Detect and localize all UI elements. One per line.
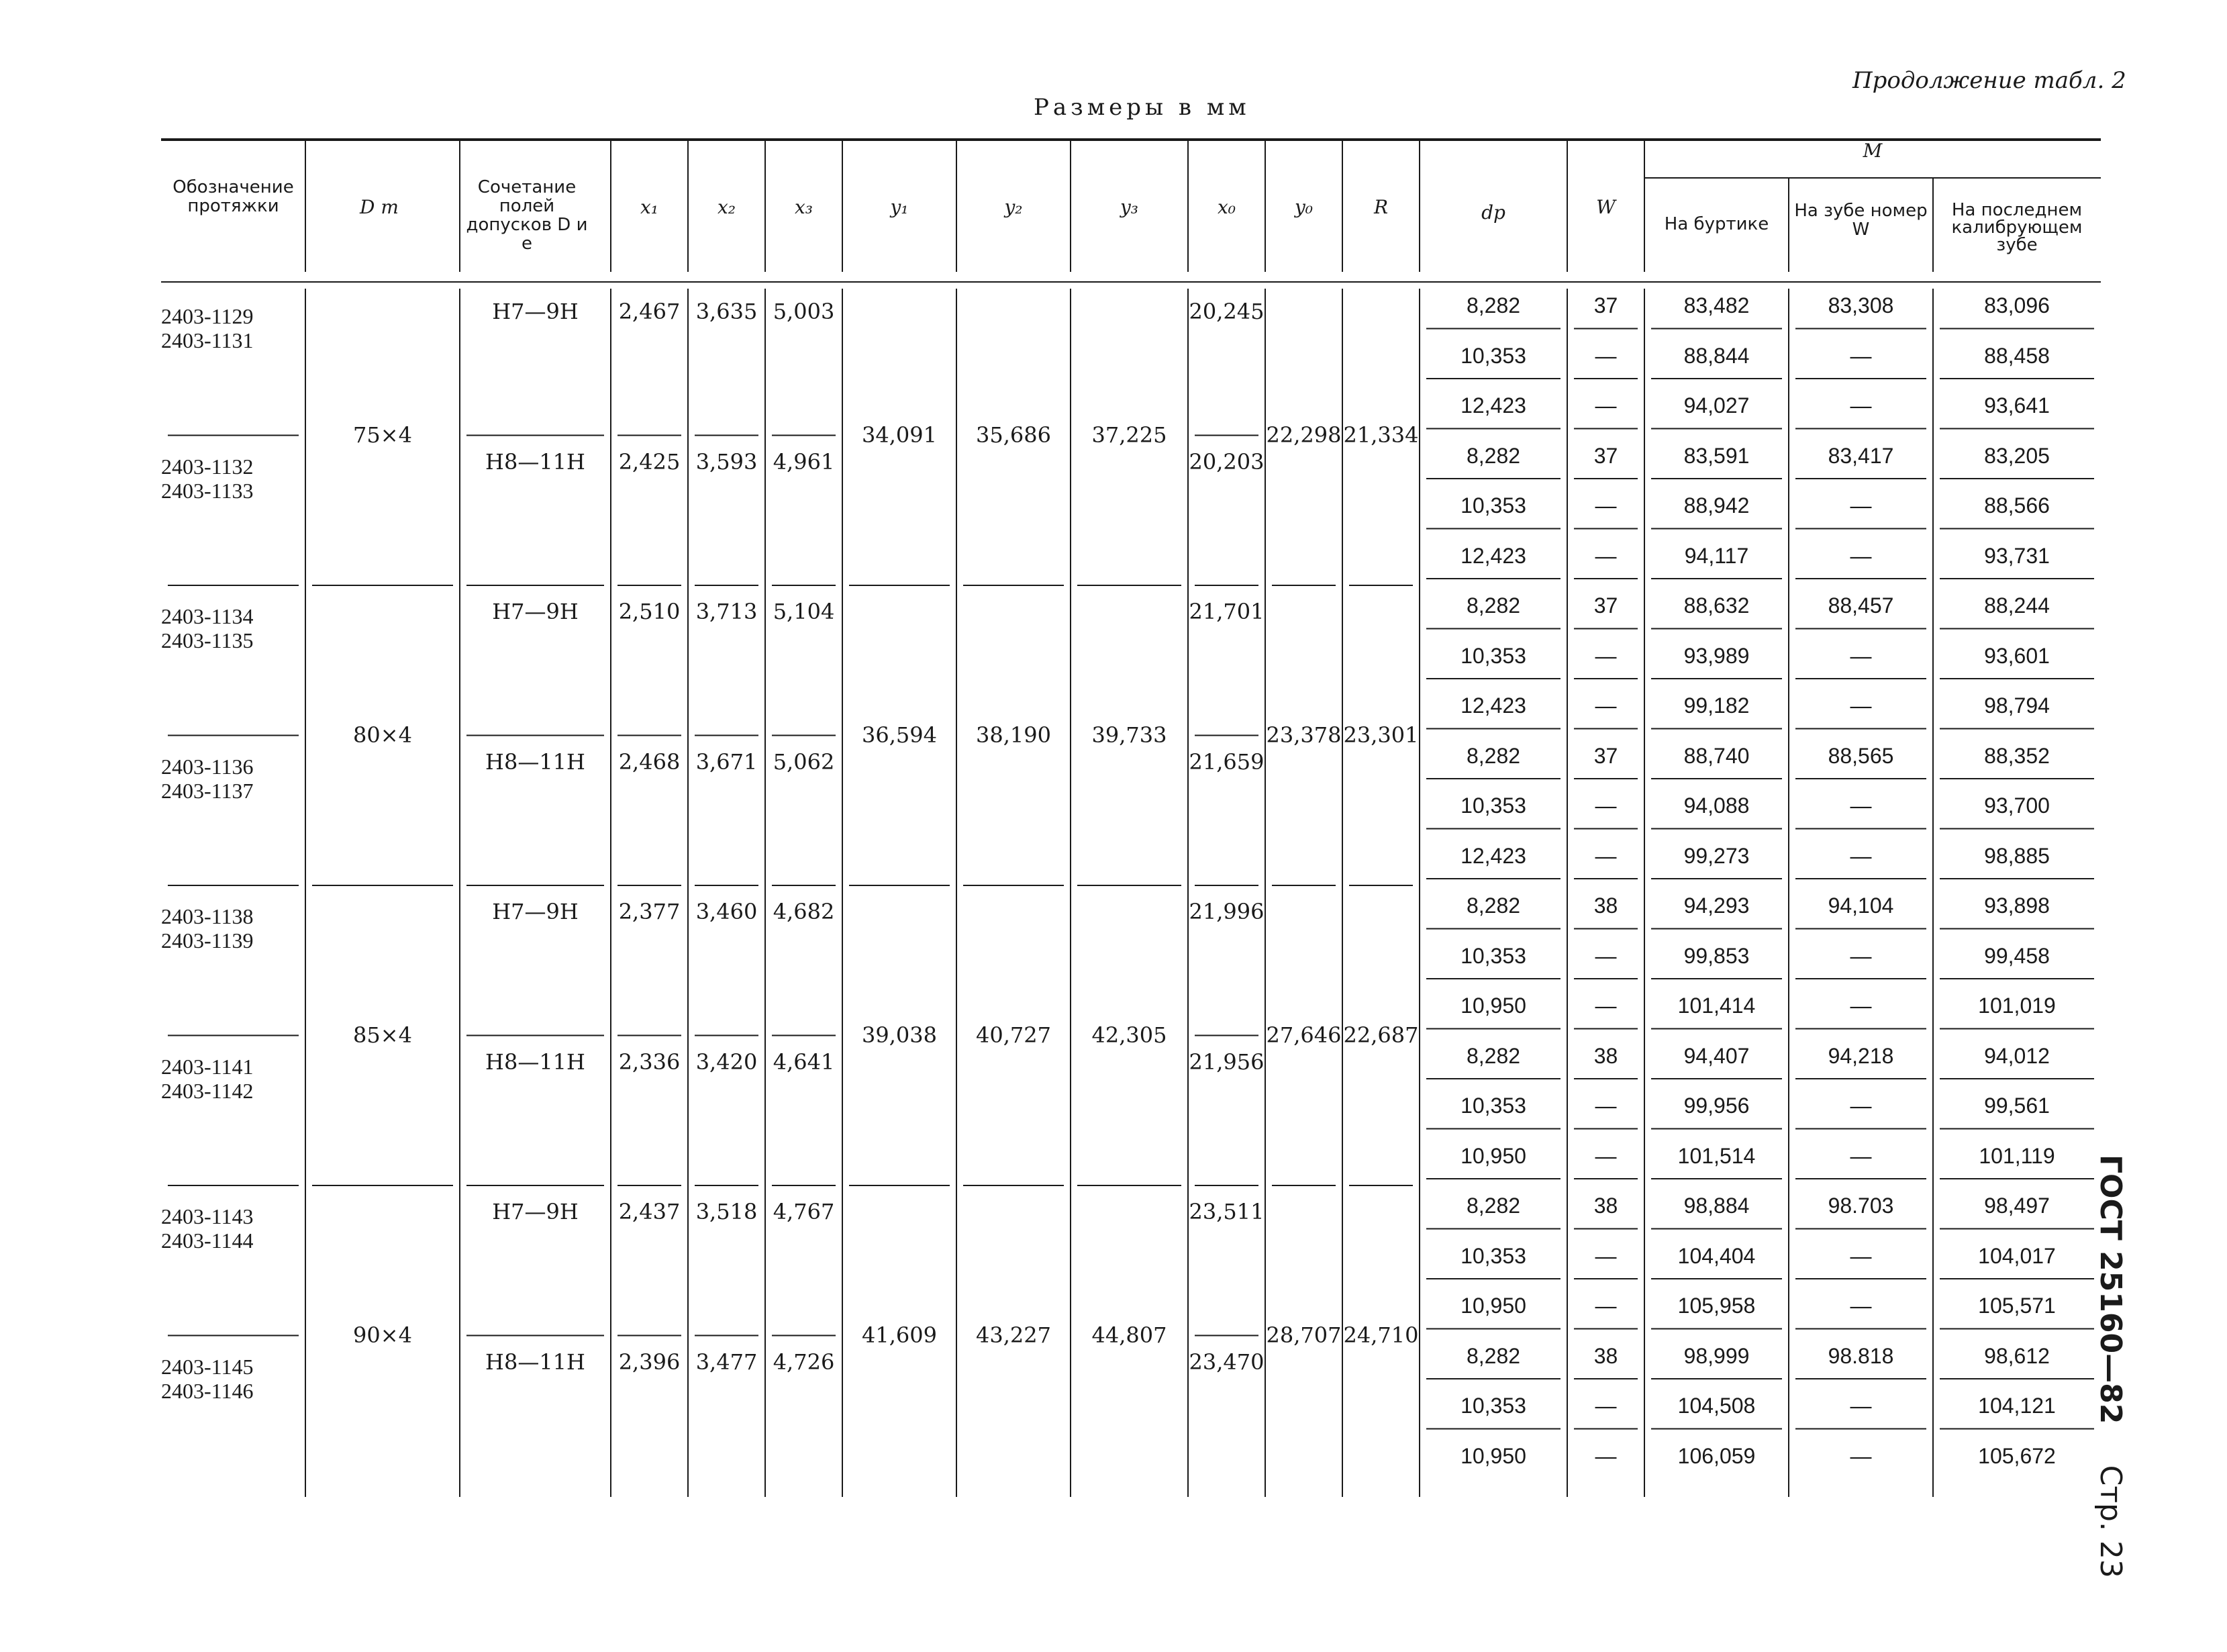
- value-W: 38: [1593, 1343, 1618, 1368]
- value-dp: 8,282: [1466, 1043, 1521, 1068]
- value-m-last: 83,096: [1984, 293, 2050, 318]
- value-m-tooth: —: [1850, 993, 1872, 1018]
- value-m-last: 93,641: [1984, 393, 2050, 418]
- value-m-last: 93,898: [1984, 893, 2050, 918]
- value-m-last: 98,497: [1984, 1194, 2050, 1218]
- value-x1: 2,377: [618, 899, 681, 924]
- value-m-last: 83,205: [1984, 443, 2050, 468]
- value-m-last: 93,700: [1984, 793, 2050, 818]
- value-m-last: 101,019: [1978, 993, 2056, 1018]
- value-m-tooth: —: [1850, 1094, 1872, 1118]
- value-W: —: [1595, 693, 1617, 718]
- value-W: 37: [1593, 593, 1618, 618]
- value-x1: 2,468: [618, 748, 681, 775]
- value-m-last: 104,017: [1978, 1243, 2056, 1268]
- value-x1: 2,425: [618, 448, 681, 475]
- group-dm: 75×4: [353, 422, 412, 448]
- designation: 2403-1129: [161, 304, 254, 328]
- group-R: 24,710: [1343, 1322, 1419, 1348]
- value-m-tooth: 83,308: [1828, 293, 1894, 318]
- group-y2: 38,190: [976, 722, 1051, 748]
- designation: 2403-1141: [161, 1054, 254, 1079]
- value-x2: 3,671: [695, 748, 758, 775]
- value-x1: 2,437: [618, 1199, 681, 1224]
- value-m-last: 93,731: [1984, 543, 2050, 568]
- value-W: —: [1595, 393, 1617, 418]
- value-m-collar: 106,059: [1677, 1443, 1756, 1468]
- group-R: 21,334: [1343, 422, 1419, 448]
- group-y3: 39,733: [1091, 722, 1167, 748]
- value-m-collar: 101,514: [1677, 1143, 1756, 1168]
- value-m-collar: 99,273: [1683, 843, 1750, 868]
- value-dp: 10,950: [1461, 1143, 1526, 1168]
- units-caption: Размеры в мм: [1034, 94, 1250, 121]
- header-R: R: [1373, 196, 1389, 218]
- value-m-collar: 88,844: [1683, 343, 1750, 368]
- value-m-collar: 83,482: [1683, 293, 1750, 318]
- value-m-collar: 94,407: [1683, 1043, 1750, 1068]
- designation: 2403-1136: [161, 754, 254, 779]
- value-x3: 4,682: [773, 899, 835, 924]
- value-m-collar: 88,632: [1683, 593, 1750, 618]
- value-m-collar: 83,591: [1683, 443, 1750, 468]
- value-W: —: [1595, 793, 1617, 818]
- header-y1: y₁: [890, 196, 909, 218]
- value-m-tooth: —: [1850, 1294, 1872, 1318]
- group-y1: 34,091: [862, 422, 937, 448]
- header-x1: x₁: [640, 196, 658, 218]
- header-m-collar: На буртике: [1664, 214, 1769, 234]
- value-dp: 10,353: [1461, 943, 1526, 968]
- designation: 2403-1146: [161, 1378, 254, 1403]
- value-m-collar: 94,117: [1684, 543, 1749, 568]
- value-m-last: 99,561: [1984, 1094, 2050, 1118]
- value-m-collar: 101,414: [1677, 993, 1756, 1018]
- value-m-tooth: 83,417: [1828, 443, 1894, 468]
- value-m-last: 94,012: [1984, 1043, 2050, 1068]
- value-x1: 2,467: [618, 299, 681, 324]
- designation: 2403-1139: [161, 928, 254, 953]
- value-m-last: 88,566: [1984, 493, 2050, 518]
- value-m-tooth: —: [1850, 693, 1872, 718]
- designation: 2403-1131: [161, 328, 254, 352]
- group-y1: 39,038: [862, 1022, 937, 1048]
- value-m-last: 98,612: [1984, 1343, 2050, 1368]
- group-y3: 37,225: [1091, 422, 1167, 448]
- value-x3: 4,961: [773, 448, 835, 475]
- designation: 2403-1138: [161, 904, 254, 928]
- value-W: 38: [1593, 893, 1618, 918]
- value-x0: 20,245: [1189, 299, 1265, 324]
- value-m-tooth: —: [1850, 1394, 1872, 1418]
- value-m-last: 99,458: [1984, 943, 2050, 968]
- value-m-last: 88,244: [1984, 593, 2050, 618]
- designation: 2403-1133: [161, 478, 254, 503]
- value-m-tooth: —: [1850, 1143, 1872, 1168]
- value-dp: 10,353: [1461, 493, 1526, 518]
- value-m-collar: 105,958: [1677, 1294, 1756, 1318]
- value-m-last: 104,121: [1978, 1394, 2056, 1418]
- value-m-tooth: —: [1850, 393, 1872, 418]
- value-x3: 5,104: [773, 599, 835, 624]
- value-m-tooth: —: [1850, 343, 1872, 368]
- value-dp: 8,282: [1466, 893, 1521, 918]
- header-x2: x₂: [717, 196, 736, 218]
- group-y2: 35,686: [976, 422, 1051, 448]
- value-m-tooth: —: [1850, 843, 1872, 868]
- value-W: —: [1595, 543, 1617, 568]
- value-W: —: [1595, 643, 1617, 668]
- value-m-tooth: 94,104: [1828, 893, 1894, 918]
- value-dp: 10,353: [1461, 1094, 1526, 1118]
- value-dp: 10,950: [1461, 993, 1526, 1018]
- value-m-collar: 104,404: [1677, 1243, 1756, 1268]
- value-x2: 3,713: [695, 599, 758, 624]
- value-x0: 23,470: [1189, 1349, 1265, 1375]
- value-m-last: 105,672: [1978, 1443, 2056, 1468]
- value-dp: 10,353: [1461, 1243, 1526, 1268]
- designation: 2403-1143: [161, 1204, 254, 1228]
- value-dp: 8,282: [1466, 1343, 1521, 1368]
- value-W: —: [1595, 1443, 1617, 1468]
- value-m-tooth: —: [1850, 543, 1872, 568]
- tolerance-combination: H7—9H: [492, 599, 579, 624]
- value-dp: 10,353: [1461, 343, 1526, 368]
- value-m-collar: 99,182: [1683, 693, 1750, 718]
- group-dm: 90×4: [353, 1322, 412, 1348]
- designation: 2403-1132: [161, 454, 254, 479]
- value-m-last: 93,601: [1984, 643, 2050, 668]
- group-y3: 42,305: [1091, 1022, 1167, 1048]
- value-x0: 21,701: [1189, 599, 1265, 624]
- value-dp: 8,282: [1466, 293, 1521, 318]
- tolerance-combination: H7—9H: [492, 1199, 579, 1224]
- value-W: —: [1595, 1243, 1617, 1268]
- group-y3: 44,807: [1091, 1322, 1167, 1348]
- value-x3: 5,003: [773, 299, 835, 324]
- value-W: 38: [1593, 1043, 1618, 1068]
- value-W: 37: [1593, 293, 1618, 318]
- header-y3: y₃: [1120, 196, 1139, 218]
- value-x2: 3,635: [695, 299, 758, 324]
- gost-code: ГОСТ 25160—82: [2093, 1155, 2128, 1424]
- value-m-tooth: —: [1850, 793, 1872, 818]
- header-M: M: [1863, 140, 1883, 162]
- value-x2: 3,460: [695, 899, 758, 924]
- header-m-last: На последнем калибрующем зубе: [1951, 200, 2083, 255]
- value-x0: 21,659: [1189, 748, 1265, 775]
- value-dp: 12,423: [1461, 843, 1526, 868]
- value-x0: 21,956: [1189, 1049, 1265, 1075]
- value-x2: 3,593: [695, 448, 758, 475]
- value-m-collar: 99,956: [1683, 1094, 1750, 1118]
- tolerance-combination: H7—9H: [492, 299, 579, 324]
- broach-dimensions-table: [161, 134, 2101, 1497]
- value-dp: 12,423: [1461, 393, 1526, 418]
- value-W: —: [1595, 343, 1617, 368]
- value-m-last: 98,885: [1984, 843, 2050, 868]
- group-dm: 80×4: [353, 722, 412, 748]
- value-W: 37: [1593, 443, 1618, 468]
- value-x0: 21,996: [1189, 899, 1265, 924]
- value-x0: 23,511: [1189, 1199, 1265, 1224]
- value-m-last: 88,458: [1984, 343, 2050, 368]
- tolerance-combination: H7—9H: [492, 899, 579, 924]
- continuation-caption: Продолжение табл. 2: [1852, 67, 2126, 94]
- group-y0: 23,378: [1266, 722, 1342, 748]
- header-y0: y₀: [1294, 196, 1314, 218]
- group-y1: 36,594: [862, 722, 937, 748]
- value-x1: 2,336: [618, 1049, 681, 1075]
- value-W: —: [1595, 843, 1617, 868]
- value-dp: 10,353: [1461, 643, 1526, 668]
- value-W: 37: [1593, 743, 1618, 768]
- group-R: 22,687: [1343, 1022, 1419, 1048]
- header-y2: y₂: [1004, 196, 1023, 218]
- header-W: W: [1596, 196, 1616, 218]
- designation: 2403-1145: [161, 1354, 254, 1379]
- group-y2: 40,727: [976, 1022, 1051, 1048]
- value-W: 38: [1593, 1194, 1618, 1218]
- value-x2: 3,518: [695, 1199, 758, 1224]
- value-W: —: [1595, 1394, 1617, 1418]
- value-W: —: [1595, 993, 1617, 1018]
- designation: 2403-1135: [161, 628, 254, 652]
- header-tolerance: Сочетание полей допусков D и е: [466, 177, 588, 254]
- group-y1: 41,609: [862, 1322, 937, 1348]
- page-number: Стр. 23: [2093, 1465, 2128, 1578]
- designation: 2403-1134: [161, 604, 254, 628]
- group-R: 23,301: [1343, 722, 1419, 748]
- value-m-tooth: —: [1850, 643, 1872, 668]
- header-x0: x₀: [1217, 196, 1236, 218]
- header-dm: D m: [360, 196, 399, 218]
- value-m-collar: 98,884: [1683, 1194, 1750, 1218]
- value-m-last: 105,571: [1978, 1294, 2056, 1318]
- value-m-tooth: 94,218: [1828, 1043, 1894, 1068]
- value-m-tooth: 88,457: [1828, 593, 1894, 618]
- value-m-last: 88,352: [1984, 743, 2050, 768]
- value-m-collar: 99,853: [1683, 943, 1750, 968]
- value-m-collar: 104,508: [1677, 1394, 1756, 1418]
- value-m-tooth: —: [1850, 493, 1872, 518]
- header-dp: dp: [1481, 201, 1505, 224]
- value-m-last: 101,119: [1979, 1143, 2055, 1168]
- value-W: —: [1595, 943, 1617, 968]
- value-x1: 2,510: [618, 599, 681, 624]
- value-m-collar: 98,999: [1683, 1343, 1750, 1368]
- value-x3: 4,641: [773, 1049, 835, 1075]
- value-m-tooth: —: [1850, 943, 1872, 968]
- value-x3: 5,062: [773, 748, 835, 775]
- value-m-tooth: 88,565: [1828, 743, 1894, 768]
- group-y0: 28,707: [1266, 1322, 1342, 1348]
- value-dp: 10,353: [1461, 1394, 1526, 1418]
- value-W: —: [1595, 1294, 1617, 1318]
- value-dp: 8,282: [1466, 593, 1521, 618]
- value-dp: 8,282: [1466, 743, 1521, 768]
- value-dp: 8,282: [1466, 1194, 1521, 1218]
- value-m-tooth: 98.703: [1828, 1194, 1894, 1218]
- value-x0: 20,203: [1189, 448, 1265, 475]
- value-m-collar: 94,088: [1683, 793, 1750, 818]
- tolerance-combination: H8—11H: [485, 1349, 585, 1375]
- tolerance-combination: H8—11H: [485, 448, 585, 475]
- value-m-tooth: —: [1850, 1443, 1872, 1468]
- header-m-tooth: На зубе номер W: [1794, 201, 1928, 240]
- value-m-collar: 88,942: [1683, 493, 1750, 518]
- header-designation: Обозначение протяжки: [172, 177, 294, 216]
- value-m-last: 98,794: [1984, 693, 2050, 718]
- designation: 2403-1142: [161, 1078, 254, 1103]
- value-dp: 8,282: [1466, 443, 1521, 468]
- group-dm: 85×4: [353, 1022, 412, 1048]
- designation: 2403-1137: [161, 778, 254, 803]
- value-dp: 10,950: [1461, 1294, 1526, 1318]
- value-dp: 12,423: [1461, 693, 1526, 718]
- value-x2: 3,477: [695, 1349, 758, 1375]
- value-dp: 12,423: [1461, 543, 1526, 568]
- value-m-tooth: —: [1850, 1243, 1872, 1268]
- group-y0: 22,298: [1266, 422, 1342, 448]
- group-y2: 43,227: [976, 1322, 1051, 1348]
- value-m-collar: 93,989: [1683, 643, 1750, 668]
- value-x1: 2,396: [618, 1349, 681, 1375]
- value-W: —: [1595, 1143, 1617, 1168]
- header-x3: x₃: [794, 196, 813, 218]
- tolerance-combination: H8—11H: [485, 1049, 585, 1075]
- value-m-tooth: 98.818: [1828, 1343, 1894, 1368]
- value-m-collar: 88,740: [1683, 743, 1750, 768]
- value-x3: 4,726: [773, 1349, 835, 1375]
- value-dp: 10,353: [1461, 793, 1526, 818]
- value-m-collar: 94,027: [1683, 393, 1750, 418]
- group-y0: 27,646: [1266, 1022, 1342, 1048]
- value-m-collar: 94,293: [1683, 893, 1750, 918]
- value-W: —: [1595, 1094, 1617, 1118]
- value-x2: 3,420: [695, 1049, 758, 1075]
- designation: 2403-1144: [161, 1228, 254, 1253]
- tolerance-combination: H8—11H: [485, 748, 585, 775]
- value-W: —: [1595, 493, 1617, 518]
- value-dp: 10,950: [1461, 1443, 1526, 1468]
- value-x3: 4,767: [773, 1199, 835, 1224]
